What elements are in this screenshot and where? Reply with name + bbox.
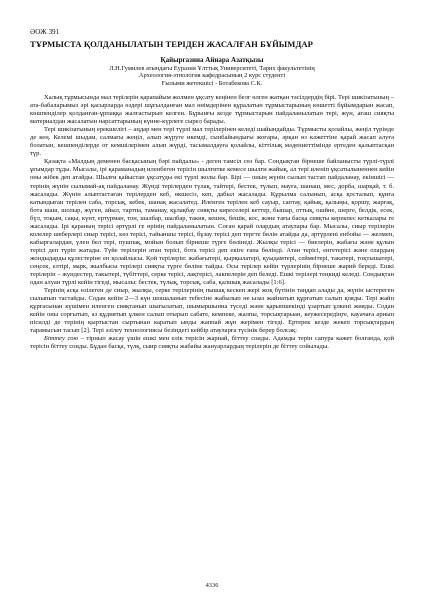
body-paragraph: Терінің асқа өзілеген де сиыр, жылқы, серке терілерінің пышақ кескен жері жоқ бүтінін таңдап алады да, жүнін ыстереген сылыпып тастайды. Содан кейін 2—3 күн шошаланып тебесіне жабылып не ызаз жайнатып құрғатып салып қояды. Тері жайп құрғасынан күшімен иленген сияқтанып шығылатып, шымыршынна түседі және қарыпшекінді ұзартып ұлкені жияды. Содан кейін оны сорғытып, аз құдиятып ұлкен салып отырып сабате, кемпеке, жалпы, торсықтарыан, кеужесередіңге, кауачаға ариып пісилді де терінің қыртыстан сыртынан каратып ынды жаппай жұн жерімен тігеді. Ертерек кезде жекеп торсықтардың тарамысын тасып [2]. Тері әзілеу технологиясы безіндегі кейбір атауларға түсінік берер болсақ: xyxy=(30,287,394,335)
body-paragraph xyxy=(30,335,394,351)
body-paragraph: Тері шикізатының ерекшелігі – аңдар мен тері түрлі мал терілерінен келеді шайындайды. Тұрмысты қолайлы, жеңіл түрінде де кең. Келемі шыдам, салмағы жеңіл, алып жүруге икемді, сынбайындығы жоғары, әрқан өз кәжеттіне қарай жасап алуға болатын, кешпенділерде от кемшілерімен алып жүрді, тасымалдауға қолайлы, кіттілық мәдениеттімінде ертеден қалыптасқан түр. xyxy=(30,126,394,158)
affiliation-line: Л.Н.Гумилев атындағы Еуразия Ұлттық Университеті, Тарих факультетінің xyxy=(109,64,315,72)
udk-code: ӘОЖ 391 xyxy=(30,28,60,36)
term-italic: Біттеу сою xyxy=(44,335,79,343)
author-name: Қайыргазина Айнара Азатқызы xyxy=(160,56,264,64)
author-block xyxy=(30,56,394,88)
body-paragraph: Халық тұрмысында мал терілерін қарапайым жолмен ұқсату кеңінен белг өлген жатқан тәсілдердің бірі. Тері шикізатының – ата-бабаларымыз әрі қасырларда өздері шұғылданған мал өнімдерінен құралатын тұрмыстарының көшетті бұйымдарын жасап, көшпенділер қолданған-ұрпаққа жалғастырып келген. Бұрынғы кезде тұрмыстарын пайдаланылатын тері, жүн, ағаш сияқты материалдан жасалатын нарсаттарының күнне-күрлеге сырел барады. xyxy=(30,93,394,126)
article-body xyxy=(30,94,394,352)
affiliation-line: Археология-этнология кафедрасының 2 курс студенті xyxy=(138,72,286,80)
article-title: ТҰРМЫСТА ҚОЛДАНЫЛАТЫН ТЕРІДЕН ЖАСАЛҒАН БҰЙЫМДАР xyxy=(30,39,313,49)
body-paragraph: Қазақта «Малдың деменен басқасының бәрі пайдалы» - деген тамсіл сөз бар. Сондықтан бірнеше байланысты түрлі-түрлі ұғымдар тұды. Мысалы, ірі қараманадың иленбеген терісін шылғитке кемесе шылғи жайық, ал тері иленіп ұқсатылыненнен кейін оны жібек деп атайды. Шылғи қайыстан ұқсатуды екі түрлі жолы бар. Бірі — оның жүнін сылып тастап пайдаланау, екіншісі — терінің жүнін сылымай-ақ пайдаланау. Жүнді терілерден түлақ, тайтері, бестек, түлып, мауға, шанаш, мес, дорба, шарқай, т. б. жасалады. Жүнін алыптастаған терілерден кеб, өкшесіз, кеп, дабыл жасалады. Құрылма салынып, асқа қосталып, құнға катындыған терілен саба, торсық, кебек, шанақ жасалатед. Иленген терілен кеб сауыр, саптау, қайық, қалыңы, қоршу, жарғақ, бота шаш, шолыр, жүген, айыл, тартпа, таманау, құлақбау сияқты киреселері кеттер, бышар, оттық, ошйне, шерге, белдік, есек, бүл, тоқым, сақы, күнт, ертурман, тон, шалбар, шалбар, такия, кешек, бешік, кос, және тағы басқа сияқты керекпес кеткалары ге жасалады. Ірі қараның терісі әртүрлі ге өрінің пайдаланылатын. Соған қарай олардың атаулары бар. Мысалы, сиыр терілерін колелер шеберлері сиыр терісі, көз терісі, тайыншы терісі, бұзау терісі деп тергте бөлін атайды да, әртүрлені енбойы — желмен, кабыргалардан, үлен бел тері, пушпақ, мойын болып бірнеше түрге бөлінеді. Жылқы терісі — биелерін, жабағы және құлын терісі деп түріп жатады. Түйе терілерін атан терісі, бота терісі деп екіге ғана бөлінді. Атан терісі, енгетерісі және олардың жондыдарды құлестеріне ен қолайлысы. Қой терілерін: жабағытері, қырқылатері, қуыдамтері, сеймеітері, такатері, тоқтышатері, сеңсек, елтірі, марк, жылбысы терілері сияқты түрге бөліне тайды. Осы терілер кейін түрлерінің бірнеше жарий береді. Ешкі терілерін – жундестер, такытері, түбіттері, серке терісі, лақтерісі, лакпелерін деп беледі. Ешкі терілері теңкиді келеді. Сондықтан одан алуан түрлі кейін тігеді, мысалы: бестек, түлық, торсық, саба, қалшық жасалады [1:6]. xyxy=(30,158,394,287)
page-number: 4336 xyxy=(205,582,219,589)
supervisor-line: Ғылыми жетекшісі - Ботабекова С.К. xyxy=(161,80,263,88)
term-definition: – тірнып жасау үшін ешкі мен елік терісін жарнай, біттеу соиды. Адамды терін сапура кажет болғанда, қой терісін біттеу соиды. Бұдан басқа, түлқ, сыир сияқты жабайы жануарлардың терілерін де біттеу сойылады. xyxy=(30,335,395,351)
